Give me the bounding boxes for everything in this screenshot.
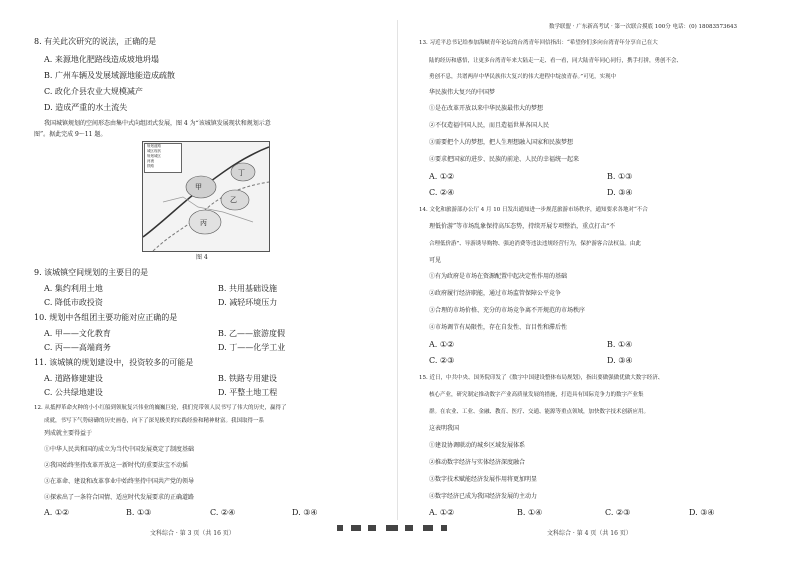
scan-mark	[351, 525, 361, 531]
q8-option-d: D. 造成严重的水土流失	[44, 103, 128, 112]
q13-item-3: ③需要把个人的梦想，把人生理想融入国家和民族梦想	[429, 139, 574, 146]
q13-option-a: A. ①②	[429, 172, 455, 181]
q12-line-3: 列成就主要得益于	[44, 430, 93, 437]
q13-item-1: ①是在改革开放以来中华民族最伟大的梦想	[429, 105, 544, 112]
q15-line-2: 核心产业，研究制定推动数字产业高质量发展的措施，打造具有国际竞争力的数字产业集	[429, 392, 644, 398]
q12-option-d: D. ③④	[292, 508, 318, 517]
q14-item-4: ④市场调节有局限性，存在自发性、盲目性和滞后性	[429, 324, 568, 331]
map-mark-jia: 甲	[195, 183, 202, 191]
q8-option-b: B. 广州车辆及发展域源地能造成疏散	[44, 71, 175, 80]
map-caption: 图 4	[196, 254, 208, 261]
q12-option-c: C. ②④	[210, 508, 236, 517]
q15-option-b: B. ①④	[517, 508, 543, 517]
q14-option-c: C. ②③	[429, 356, 455, 365]
q15-option-a: A. ①②	[429, 508, 455, 517]
intro-line-1: 我国城镇规划的空间形态由集中式向组团式发展，图 4 为“该城镇发展现状和规划示意	[44, 120, 271, 127]
q8-option-c: C. 政化介县农业大规模减产	[44, 87, 143, 96]
q10-option-a: A. 甲——文化教育	[44, 329, 111, 338]
q14-line-2: 理低价游”等市场乱象保持高压态势，持续开展专项整治，重点打击“不	[429, 223, 616, 230]
q13-line-1: 13. 习近平总书记给参加海峡青年论坛的台湾青年回信指出：“希望你们多向台湾青年分享自己在大	[419, 40, 658, 46]
q11-option-d: D. 平整土地工程	[218, 388, 278, 397]
legend-item: 城区现状	[147, 149, 161, 153]
map-mark-ding: 丁	[238, 169, 245, 177]
q15-item-1: ①建设协调联动的城乡区域发展体系	[429, 442, 526, 449]
q10-option-b: B. 乙——旅游度假	[218, 329, 285, 338]
q14-line-1: 14. 文化和旅游部办公厅 4 月 10 日发出通知进一步规范旅游市场秩序，通知要求各地对“不合	[419, 207, 648, 213]
q14-item-1: ①有为政府是市场在资源配置中起决定性作用的基础	[429, 273, 568, 280]
map-legend	[144, 143, 182, 173]
q10-option-c: C. 丙——高端商务	[44, 343, 111, 352]
q13-line-4: 华民族伟大复兴的中国梦	[429, 89, 496, 96]
q14-line-3: 合理低价游”、导游诱导购物、强迫消费等违法违规经营行为，保护游客合法权益。由此	[429, 241, 641, 247]
q13-line-2: 陆的经历和感悟，让更多台湾青年来大陆走一走、看一看，同大陆青年同心同行，携手打拼，勇创不会、	[429, 58, 683, 64]
q12-option-a: A. ①②	[44, 508, 70, 517]
map-mark-yi: 乙	[230, 196, 237, 204]
q10-option-d: D. 丁——化学工业	[218, 343, 286, 352]
q13-option-d: D. ③④	[607, 188, 633, 197]
left-footer: 文科综合 · 第 3 页（共 16 页）	[150, 530, 235, 537]
q8-option-a: A. 来源地化肥路线造成坡地坍塌	[44, 55, 159, 64]
q11-option-a: A. 道路修建建设	[44, 374, 103, 383]
right-page	[397, 0, 794, 561]
q12-item-4: ④探索出了一条符合国情、适应时代发展要求的正确道路	[44, 494, 195, 501]
q15-option-c: C. ②③	[605, 508, 631, 517]
scan-mark	[368, 525, 376, 531]
q11-option-b: B. 铁路专用建设	[218, 374, 277, 383]
q9-stem: 9. 该城镇空间规划的主要目的是	[34, 268, 149, 277]
q15-item-3: ③数字技术赋能经济发展作用将更加明显	[429, 476, 538, 483]
intro-line-2: 图”。据此完成 9～11 题。	[34, 131, 107, 138]
legend-item: 河流	[147, 159, 154, 163]
q12-item-2: ②我国始终坚持改革开放这一新时代的重要法宝不动摇	[44, 462, 189, 469]
q14-item-3: ③合理的市场价格、充分的市场竞争离不开规范的市场秩序	[429, 307, 586, 314]
page-header: 数学联盟 · 广东新高考试 · 第一次联合摸底 100分 电话：(0) 18083573643	[549, 24, 738, 30]
q15-item-2: ②推动数字经济与实体经济深度融合	[429, 459, 526, 466]
q8-stem: 8. 有关此次研究的说法，正确的是	[34, 37, 157, 46]
legend-item: 铁路	[147, 164, 154, 168]
q13-item-4: ④要求把国家的进步、民族的前途、人民的幸福统一起来	[429, 156, 580, 163]
q14-option-b: B. ①④	[607, 340, 633, 349]
q14-option-d: D. ③④	[607, 356, 633, 365]
q9-option-d: D. 减轻环境压力	[218, 298, 278, 307]
q11-option-c: C. 公共绿地建设	[44, 388, 103, 397]
q12-item-3: ③在革命、建设和改革事业中始终坚持中国共产党的领导	[44, 478, 195, 485]
q12-line-2: 成就，书写下气势磅礴的历史画卷，向下了深见极美的实践经验和精神财富。我国取得一系	[44, 418, 265, 424]
q9-option-b: B. 共用基础设施	[218, 284, 277, 293]
q15-line-1: 15. 近日，中共中央、国务院印发了《数字中国建设整体布局规划》，指出要做强做优做大数字经济、	[419, 375, 664, 381]
map-mark-bing: 丙	[200, 219, 207, 227]
q9-option-a: A. 集约利用土地	[44, 284, 103, 293]
q13-item-2: ②不仅造福中国人民，而且造福世界各国人民	[429, 122, 550, 129]
q15-line-3: 群。在农业、工业、金融、教育、医疗、交通、能源等重点领域，加快数字技术创新应用。	[429, 409, 650, 415]
legend-item: 规划城区	[147, 154, 161, 158]
q13-line-3: 勇创不息，共谱两岸中华民族伟大复兴的伟大进程中绽放青春。”可见，实现中	[429, 74, 617, 80]
q14-option-a: A. ①②	[429, 340, 455, 349]
q10-stem: 10. 规划中各组团主要功能对应正确的是	[34, 313, 178, 322]
q13-option-b: B. ①③	[607, 172, 633, 181]
legend-item: 规划道路	[147, 144, 161, 148]
q15-option-d: D. ③④	[689, 508, 715, 517]
q15-line-4: 这表明我国	[429, 425, 460, 432]
q9-option-c: C. 降低市政投资	[44, 298, 103, 307]
q12-line-1: 12. 从抵押革命火种的小小红船到领航复兴伟业的巍巍巨轮，我们党带领人民书写了伟大的历史，赢得了	[34, 405, 287, 411]
scan-mark	[337, 525, 343, 531]
q12-item-1: ①中华人民共和国的成立为当代中国发展奠定了制度基础	[44, 446, 195, 453]
right-footer: 文科综合 · 第 4 页（共 16 页）	[547, 530, 632, 537]
q11-stem: 11. 该城镇的规划建设中，投资较多的可能是	[34, 358, 194, 367]
q13-option-c: C. ②④	[429, 188, 455, 197]
q15-item-4: ④数字经济已成为我国经济发展的主动力	[429, 493, 538, 500]
q14-item-2: ②政府履行经济职能，通过市场监管保障公平竞争	[429, 290, 562, 297]
q12-option-b: B. ①③	[126, 508, 152, 517]
q14-line-4: 可见	[429, 257, 442, 264]
